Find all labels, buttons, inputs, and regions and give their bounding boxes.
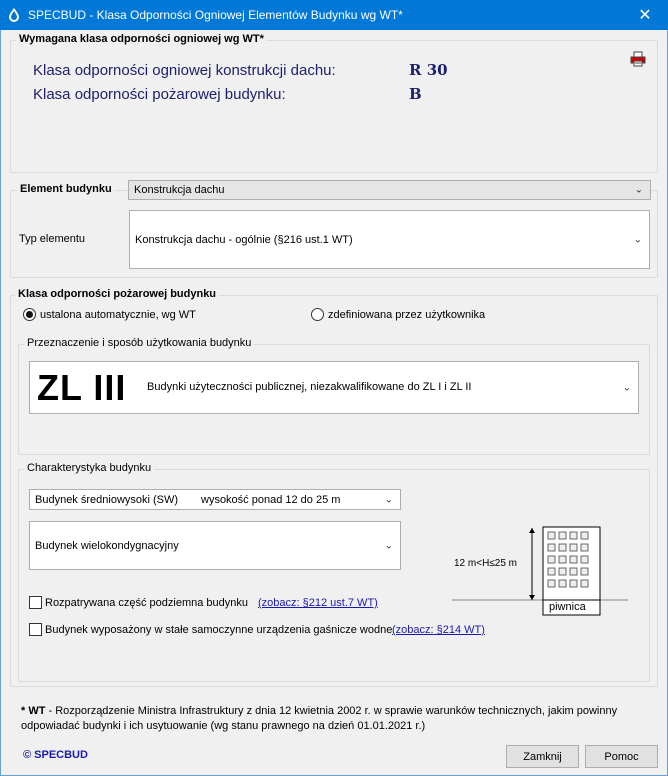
print-icon[interactable] [630, 51, 646, 67]
height-class-value: Budynek średniowysoki (SW) [35, 493, 179, 506]
diagram-height-label: 12 m<H≤25 m [454, 558, 518, 569]
help-button[interactable]: Pomoc [585, 745, 658, 768]
building-drawing [452, 524, 630, 616]
sprinkler-checkbox-label: Budynek wyposażony w stałe samoczynne urządzenia gaśnicze wodne [45, 623, 393, 636]
window-title: SPECBUD - Klasa Odporności Ogniowej Elementów Budynku wg WT* [28, 8, 403, 22]
roof-class-label: Klasa odporności ogniowej konstrukcji dachu: [33, 62, 336, 79]
roof-class-value: R 30 [409, 61, 448, 79]
chevron-down-icon: ⌄ [384, 494, 393, 505]
copyright-link[interactable]: © SPECBUD [23, 749, 88, 761]
purpose-code: ZL III [37, 367, 127, 408]
close-icon: ✕ [638, 7, 652, 24]
building-class-label: Klasa odporności pożarowej budynku: [33, 86, 286, 103]
close-button[interactable]: Zamknij [506, 745, 579, 768]
required-class-header: Wymagana klasa odporności ogniowej wg WT* [16, 33, 267, 45]
chevron-down-icon: ⌄ [634, 184, 643, 196]
chevron-down-icon: ⌄ [384, 540, 393, 551]
footnote [21, 704, 651, 734]
storeys-select[interactable] [29, 521, 401, 570]
water-drop-icon [6, 7, 22, 23]
element-label: Element budynku [17, 183, 115, 195]
close-window-button[interactable] [622, 0, 668, 30]
title-bar [0, 0, 668, 30]
basement-checkbox-box [29, 596, 42, 609]
fire-class-header: Klasa odporności pożarowej budynku [15, 288, 219, 300]
sprinkler-checkbox-box [29, 623, 42, 636]
purpose-select[interactable] [29, 361, 639, 414]
element-type-value: Konstrukcja dachu - ogólnie (§216 ust.1 WT) [135, 233, 353, 246]
radio-auto[interactable] [23, 308, 196, 321]
sprinkler-checkbox[interactable] [29, 623, 392, 636]
sprinkler-link[interactable]: (zobacz: §214 WT) [392, 624, 485, 636]
purpose-text: Budynki użyteczności publicznej, niezakwalifikowane do ZL I i ZL II [147, 381, 472, 393]
diagram-basement-label: piwnica [549, 601, 586, 613]
height-class-select[interactable] [29, 489, 401, 510]
characteristics-header: Charakterystyka budynku [24, 462, 154, 474]
height-range-value: wysokość ponad 12 do 25 m [201, 493, 341, 506]
basement-checkbox[interactable] [29, 596, 248, 609]
element-select-value: Konstrukcja dachu [134, 184, 225, 196]
required-class-group [10, 40, 658, 173]
footnote-marker: * WT [21, 705, 46, 717]
element-type-label: Typ elementu [19, 233, 86, 245]
basement-checkbox-label: Rozpatrywana część podziemna budynku [45, 596, 249, 609]
radio-auto-label: ustalona automatycznie, wg WT [40, 308, 196, 321]
purpose-header: Przeznaczenie i sposób użytkowania budynku [24, 337, 254, 349]
radio-auto-indicator [23, 308, 36, 321]
chevron-down-icon: ⌄ [622, 382, 631, 393]
chevron-down-icon: ⌄ [633, 234, 642, 245]
storeys-value: Budynek wielokondygnacyjny [35, 539, 179, 552]
building-class-value: B [409, 85, 422, 103]
radio-user-indicator [311, 308, 324, 321]
element-select[interactable] [128, 180, 651, 200]
radio-user-label: zdefiniowana przez użytkownika [328, 308, 486, 321]
radio-user[interactable] [311, 308, 485, 321]
building-diagram [452, 524, 630, 616]
footnote-text: - Rozporządzenie Ministra Infrastruktury z dnia 12 kwietnia 2002 r. w sprawie warunków technicznych, jakim powinny odpowiadać budynki i ich usytuowanie (wg stanu prawnego na dzień 01.01.2021 r.) [21, 705, 618, 732]
basement-link[interactable]: (zobacz: §212 ust.7 WT) [258, 597, 378, 609]
element-type-select[interactable] [129, 210, 650, 269]
